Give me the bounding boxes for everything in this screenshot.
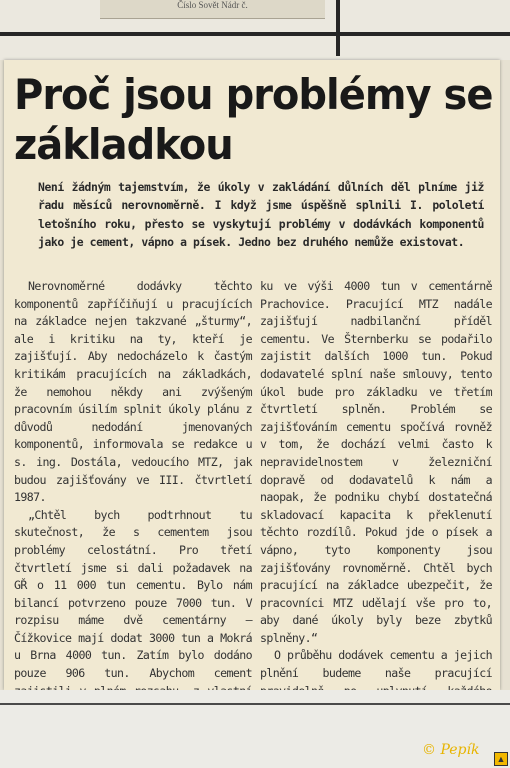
- newspaper-clipping: [4, 60, 500, 690]
- right-paragraph: ku ve výši 4000 tun v cementárně Prachovice. Pracující MTZ nadále zajišťují nadbilanční příděl cementu. Ve Šternberku se podařilo zajistit dalších 1000 tun. Pokud dodavatelé splní naše smlouvy, tento úkol bude pro základku ve třetím čtvrtletí splněn. Problém se zajišťováním cementu spočívá rovněž v tom, že dochází velmi často k nepravidelnostem v železniční dopravě od dodavatelů k nám a naopak, že podniku chybí dostatečná skladovací kapacita k překlenutí těchto rozdílů. Pokud jde o písek a vápno, tyto komponenty jsou zajišťovány rovnoměrně. Chtěl bych pracující na základce ubezpečit, že pracovníci MTZ udělají vše pro to, aby dané úkoly byly beze zbytků splněny.“: [260, 279, 492, 645]
- previous-clipping-strip: Číslo Sovět Nádr č.: [100, 0, 325, 19]
- article-column-right: [260, 278, 492, 735]
- article-headline: Proč jsou problémy se základkou: [14, 71, 493, 170]
- horizontal-rule: [0, 32, 510, 36]
- right-paragraph: O průběhu dodávek cementu a jejich plnění budeme naše pracující: [260, 648, 492, 681]
- article-column-left: [14, 278, 252, 718]
- corner-badge-icon: ▲: [494, 752, 508, 766]
- left-paragraph: Nerovnoměrné dodávky těchto komponentů zapříčiňují u pracujících na základce nejen takzvané „šturmy“, ale i kritiku na ty, kteří je zajišťují. Aby nedocházelo k častým kritikám pracujících na základkách, že nemohou někdy ani zvýšeným pracovním úsilím splnit úkoly plánu z důvodů nedodání jmenovaných komponentů, informovala se redakce u s. ing. Dostála, vedoucího MTZ, jak budou zajišťovány ve III. čtvrtletí 1987.: [14, 279, 252, 505]
- left-paragraph: „Chtěl bych podtrhnout tu skutečnost, že s cementem jsou problémy celostátní. Pro třetí čtvrtletí jsme si dali požadavek na GŘ o 11 000 tun cementu. Bylo nám bilancí potvrzeno pouze 7000 tun. V rozpisu máme dvě cementárny — Čížkovice mají dodat 3000 tun a Mokrá u Brna 4000 tun. Zatím bylo dodáno pouze 906 tun. Abychom cement: [14, 507, 252, 681]
- bottom-rule: [0, 703, 510, 705]
- watermark: © Pepík: [422, 742, 480, 758]
- vertical-rule: [336, 0, 340, 56]
- article-lead: Není žádným tajemstvím, že úkoly v zakládání důlních děl plníme již řadu měsíců nerovnoměrně. I když jsme úspěšně splnili I. pololetí letošního roku, přesto se vyskytují problémy v dodávkách komponentů jako je cement, vápno a písek. Jedno bez druhého nemůže existovat.: [38, 180, 484, 250]
